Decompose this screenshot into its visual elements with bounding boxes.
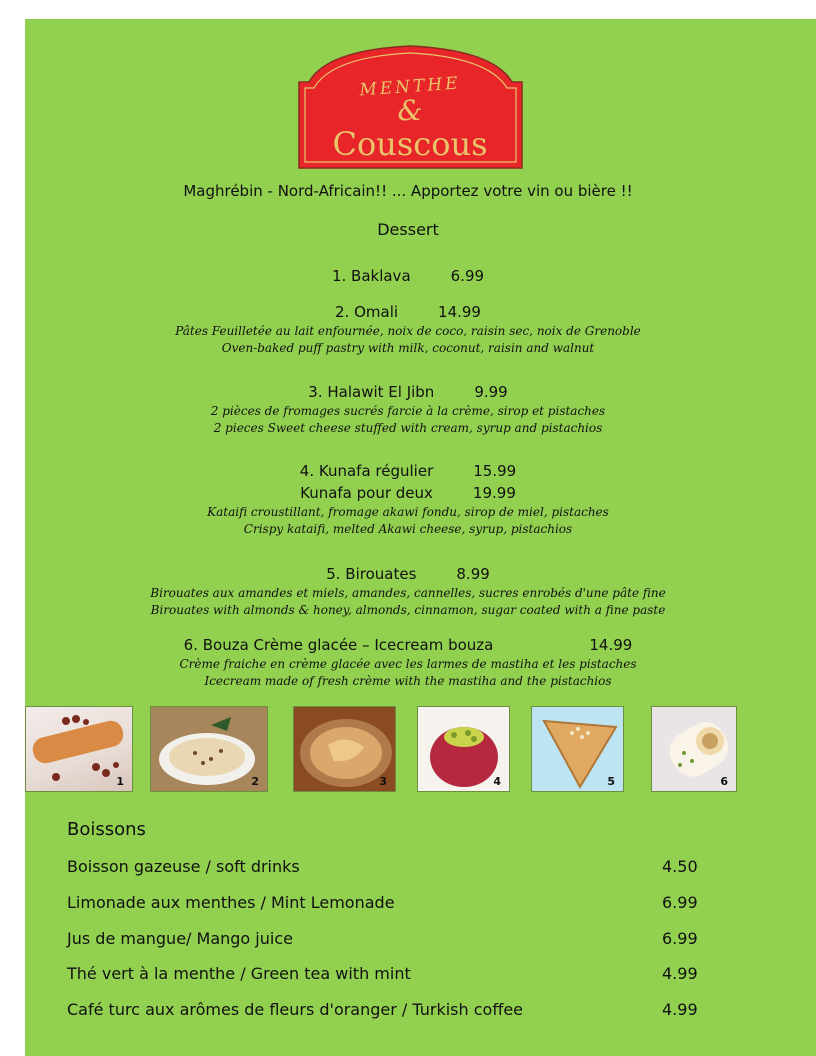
item-name-2: Kunafa pour deux <box>300 484 433 502</box>
item-desc-fr: Birouates aux amandes et miels, amandes, cannelles, sucres enrobés d'une pâte fine <box>150 586 666 600</box>
dessert-item-bouza <box>25 634 791 690</box>
item-price: 6.99 <box>450 267 485 285</box>
item-desc-fr: Pâtes Feuilletée au lait enfournée, noix de coco, raisin sec, noix de Grenoble <box>175 324 641 338</box>
item-desc-fr: 2 pièces de fromages sucrés farcie à la crème, sirop et pistaches <box>210 404 606 418</box>
drink-row <box>67 892 707 914</box>
item-price: 14.99 <box>589 636 633 654</box>
item-price-2: 19.99 <box>472 484 516 502</box>
item-price: 14.99 <box>438 303 481 321</box>
logo-ampersand: & <box>397 94 423 127</box>
photo-omali <box>150 706 268 792</box>
dessert-photos <box>25 706 816 792</box>
drink-price: 6.99 <box>662 893 698 912</box>
dessert-item-birouates <box>25 563 791 619</box>
tagline: Maghrébin - Nord-Africain!! ... Apportez votre vin ou bière !! <box>183 182 633 200</box>
item-name: 6. Bouza Crème glacée – Icecream bouza <box>183 636 494 654</box>
drink-row <box>67 999 707 1021</box>
photo-birouates <box>531 706 624 792</box>
drink-price: 6.99 <box>662 929 698 948</box>
item-desc-en: 2 pieces Sweet cheese stuffed with cream, syrup and pistachios <box>213 421 603 435</box>
item-desc-fr: Crème fraiche en crème glacée avec les larmes de mastiha et les pistaches <box>179 657 637 671</box>
dessert-item-kunafa <box>25 460 791 538</box>
drink-price: 4.99 <box>662 964 698 983</box>
drink-row <box>67 928 707 950</box>
dessert-title: Dessert <box>377 220 439 239</box>
drinks-title: Boissons <box>67 819 146 840</box>
item-name: 3. Halawit El Jibn <box>308 383 435 401</box>
dessert-item-baklava <box>25 265 791 287</box>
photo-baklava <box>25 706 133 792</box>
restaurant-logo <box>297 42 524 170</box>
photo-number: 1 <box>116 775 124 788</box>
drink-row <box>67 963 707 985</box>
item-name: 2. Omali <box>335 303 399 321</box>
photo-number: 3 <box>379 775 387 788</box>
drink-name: Jus de mangue/ Mango juice <box>67 929 293 948</box>
item-name: 5. Birouates <box>326 565 417 583</box>
drink-name: Café turc aux arômes de fleurs d'oranger / Turkish coffee <box>67 1000 524 1019</box>
photo-bouza <box>651 706 737 792</box>
photo-number: 4 <box>493 775 501 788</box>
photo-number: 6 <box>720 775 728 788</box>
drink-price: 4.50 <box>662 857 698 876</box>
item-price: 8.99 <box>456 565 490 583</box>
item-price: 15.99 <box>473 462 517 480</box>
drink-name: Thé vert à la menthe / Green tea with mint <box>67 964 411 983</box>
drink-row <box>67 856 707 878</box>
item-desc-en: Birouates with almonds & honey, almonds, cinnamon, sugar coated with a fine paste <box>150 603 666 617</box>
item-price: 9.99 <box>474 383 508 401</box>
drink-price: 4.99 <box>662 1000 698 1019</box>
item-name: 4. Kunafa régulier <box>299 462 434 480</box>
photo-number: 2 <box>251 775 259 788</box>
logo-menthe: MENTHE <box>358 73 462 101</box>
photo-number: 5 <box>607 775 615 788</box>
menu-page <box>25 19 816 1056</box>
logo-couscous: Couscous <box>332 125 488 163</box>
item-desc-en: Icecream made of fresh crème with the mastiha and the pistachios <box>204 674 612 688</box>
item-name: 1. Baklava <box>331 267 411 285</box>
drink-name: Boisson gazeuse / soft drinks <box>67 857 300 876</box>
item-desc-en: Oven-baked puff pastry with milk, coconut, raisin and walnut <box>221 341 595 355</box>
dessert-item-halawit <box>25 381 791 437</box>
drink-name: Limonade aux menthes / Mint Lemonade <box>67 893 395 912</box>
photo-kunafa <box>417 706 510 792</box>
item-desc-fr: Kataifi croustillant, fromage akawi fondu, sirop de miel, pistaches <box>207 505 609 519</box>
item-desc-en: Crispy kataifi, melted Akawi cheese, syrup, pistachios <box>243 522 573 536</box>
dessert-item-omali <box>25 301 791 357</box>
photo-halawit <box>293 706 396 792</box>
